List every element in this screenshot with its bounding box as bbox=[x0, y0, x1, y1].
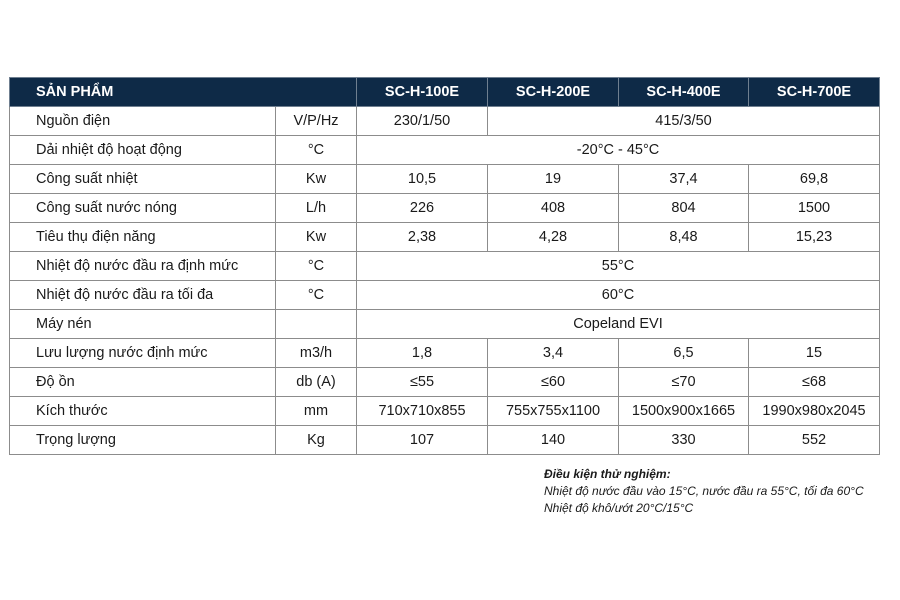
table-row bbox=[10, 194, 880, 223]
row-value: Copeland EVI bbox=[357, 310, 880, 339]
row-label: Kích thước bbox=[10, 397, 276, 426]
row-unit: mm bbox=[276, 397, 357, 426]
row-value: 552 bbox=[749, 426, 880, 455]
test-conditions-note bbox=[544, 466, 864, 517]
row-value: ≤60 bbox=[488, 368, 619, 397]
header-row bbox=[10, 78, 880, 107]
table-row bbox=[10, 310, 880, 339]
header-model: SC-H-200E bbox=[488, 78, 619, 107]
note-title: Điều kiện thử nghiệm: bbox=[544, 467, 671, 481]
row-value: 19 bbox=[488, 165, 619, 194]
row-value: 15 bbox=[749, 339, 880, 368]
table-row bbox=[10, 426, 880, 455]
table-row bbox=[10, 223, 880, 252]
row-value: 415/3/50 bbox=[488, 107, 880, 136]
row-value: 140 bbox=[488, 426, 619, 455]
table-row bbox=[10, 397, 880, 426]
row-label: Công suất nước nóng bbox=[10, 194, 276, 223]
row-value: 408 bbox=[488, 194, 619, 223]
row-value: 37,4 bbox=[619, 165, 749, 194]
row-unit: Kg bbox=[276, 426, 357, 455]
table-row bbox=[10, 136, 880, 165]
header-model: SC-H-100E bbox=[357, 78, 488, 107]
table-row bbox=[10, 165, 880, 194]
row-label: Dải nhiệt độ hoạt động bbox=[10, 136, 276, 165]
table-row bbox=[10, 339, 880, 368]
table-row bbox=[10, 281, 880, 310]
row-label: Tiêu thụ điện năng bbox=[10, 223, 276, 252]
row-value: 107 bbox=[357, 426, 488, 455]
row-unit: °C bbox=[276, 252, 357, 281]
row-value: 10,5 bbox=[357, 165, 488, 194]
row-value: 15,23 bbox=[749, 223, 880, 252]
row-label: Lưu lượng nước định mức bbox=[10, 339, 276, 368]
table-row bbox=[10, 368, 880, 397]
row-label: Trọng lượng bbox=[10, 426, 276, 455]
row-value: 1,8 bbox=[357, 339, 488, 368]
row-unit: m3/h bbox=[276, 339, 357, 368]
note-line: Nhiệt độ nước đầu vào 15°C, nước đầu ra 55°C, tối đa 60°C bbox=[544, 484, 864, 498]
row-value: 69,8 bbox=[749, 165, 880, 194]
row-value: 1500x900x1665 bbox=[619, 397, 749, 426]
row-value: ≤70 bbox=[619, 368, 749, 397]
row-value: 1500 bbox=[749, 194, 880, 223]
row-value: 4,28 bbox=[488, 223, 619, 252]
row-value: 1990x980x2045 bbox=[749, 397, 880, 426]
spec-table bbox=[9, 77, 880, 455]
header-model: SC-H-700E bbox=[749, 78, 880, 107]
row-unit: L/h bbox=[276, 194, 357, 223]
row-value: 226 bbox=[357, 194, 488, 223]
header-model: SC-H-400E bbox=[619, 78, 749, 107]
row-unit: Kw bbox=[276, 223, 357, 252]
table-row bbox=[10, 107, 880, 136]
row-value: 6,5 bbox=[619, 339, 749, 368]
row-label: Nhiệt độ nước đầu ra tối đa bbox=[10, 281, 276, 310]
row-value: 710x710x855 bbox=[357, 397, 488, 426]
row-unit: Kw bbox=[276, 165, 357, 194]
row-value: -20°C - 45°C bbox=[357, 136, 880, 165]
row-label: Nguồn điện bbox=[10, 107, 276, 136]
row-unit bbox=[276, 310, 357, 339]
row-value: 804 bbox=[619, 194, 749, 223]
row-unit: °C bbox=[276, 281, 357, 310]
row-unit: °C bbox=[276, 136, 357, 165]
row-value: 330 bbox=[619, 426, 749, 455]
row-value: 2,38 bbox=[357, 223, 488, 252]
row-value: 8,48 bbox=[619, 223, 749, 252]
row-value: ≤68 bbox=[749, 368, 880, 397]
row-value: 55°C bbox=[357, 252, 880, 281]
row-unit: V/P/Hz bbox=[276, 107, 357, 136]
table-row bbox=[10, 252, 880, 281]
row-label: Công suất nhiệt bbox=[10, 165, 276, 194]
row-value: 755x755x1100 bbox=[488, 397, 619, 426]
row-label: Máy nén bbox=[10, 310, 276, 339]
row-value: 60°C bbox=[357, 281, 880, 310]
row-value: 3,4 bbox=[488, 339, 619, 368]
row-label: Nhiệt độ nước đầu ra định mức bbox=[10, 252, 276, 281]
row-value: ≤55 bbox=[357, 368, 488, 397]
header-product: SẢN PHẨM bbox=[10, 78, 357, 107]
row-label: Độ ồn bbox=[10, 368, 276, 397]
row-unit: db (A) bbox=[276, 368, 357, 397]
note-line: Nhiệt độ khô/ướt 20°C/15°C bbox=[544, 501, 694, 515]
row-value: 230/1/50 bbox=[357, 107, 488, 136]
